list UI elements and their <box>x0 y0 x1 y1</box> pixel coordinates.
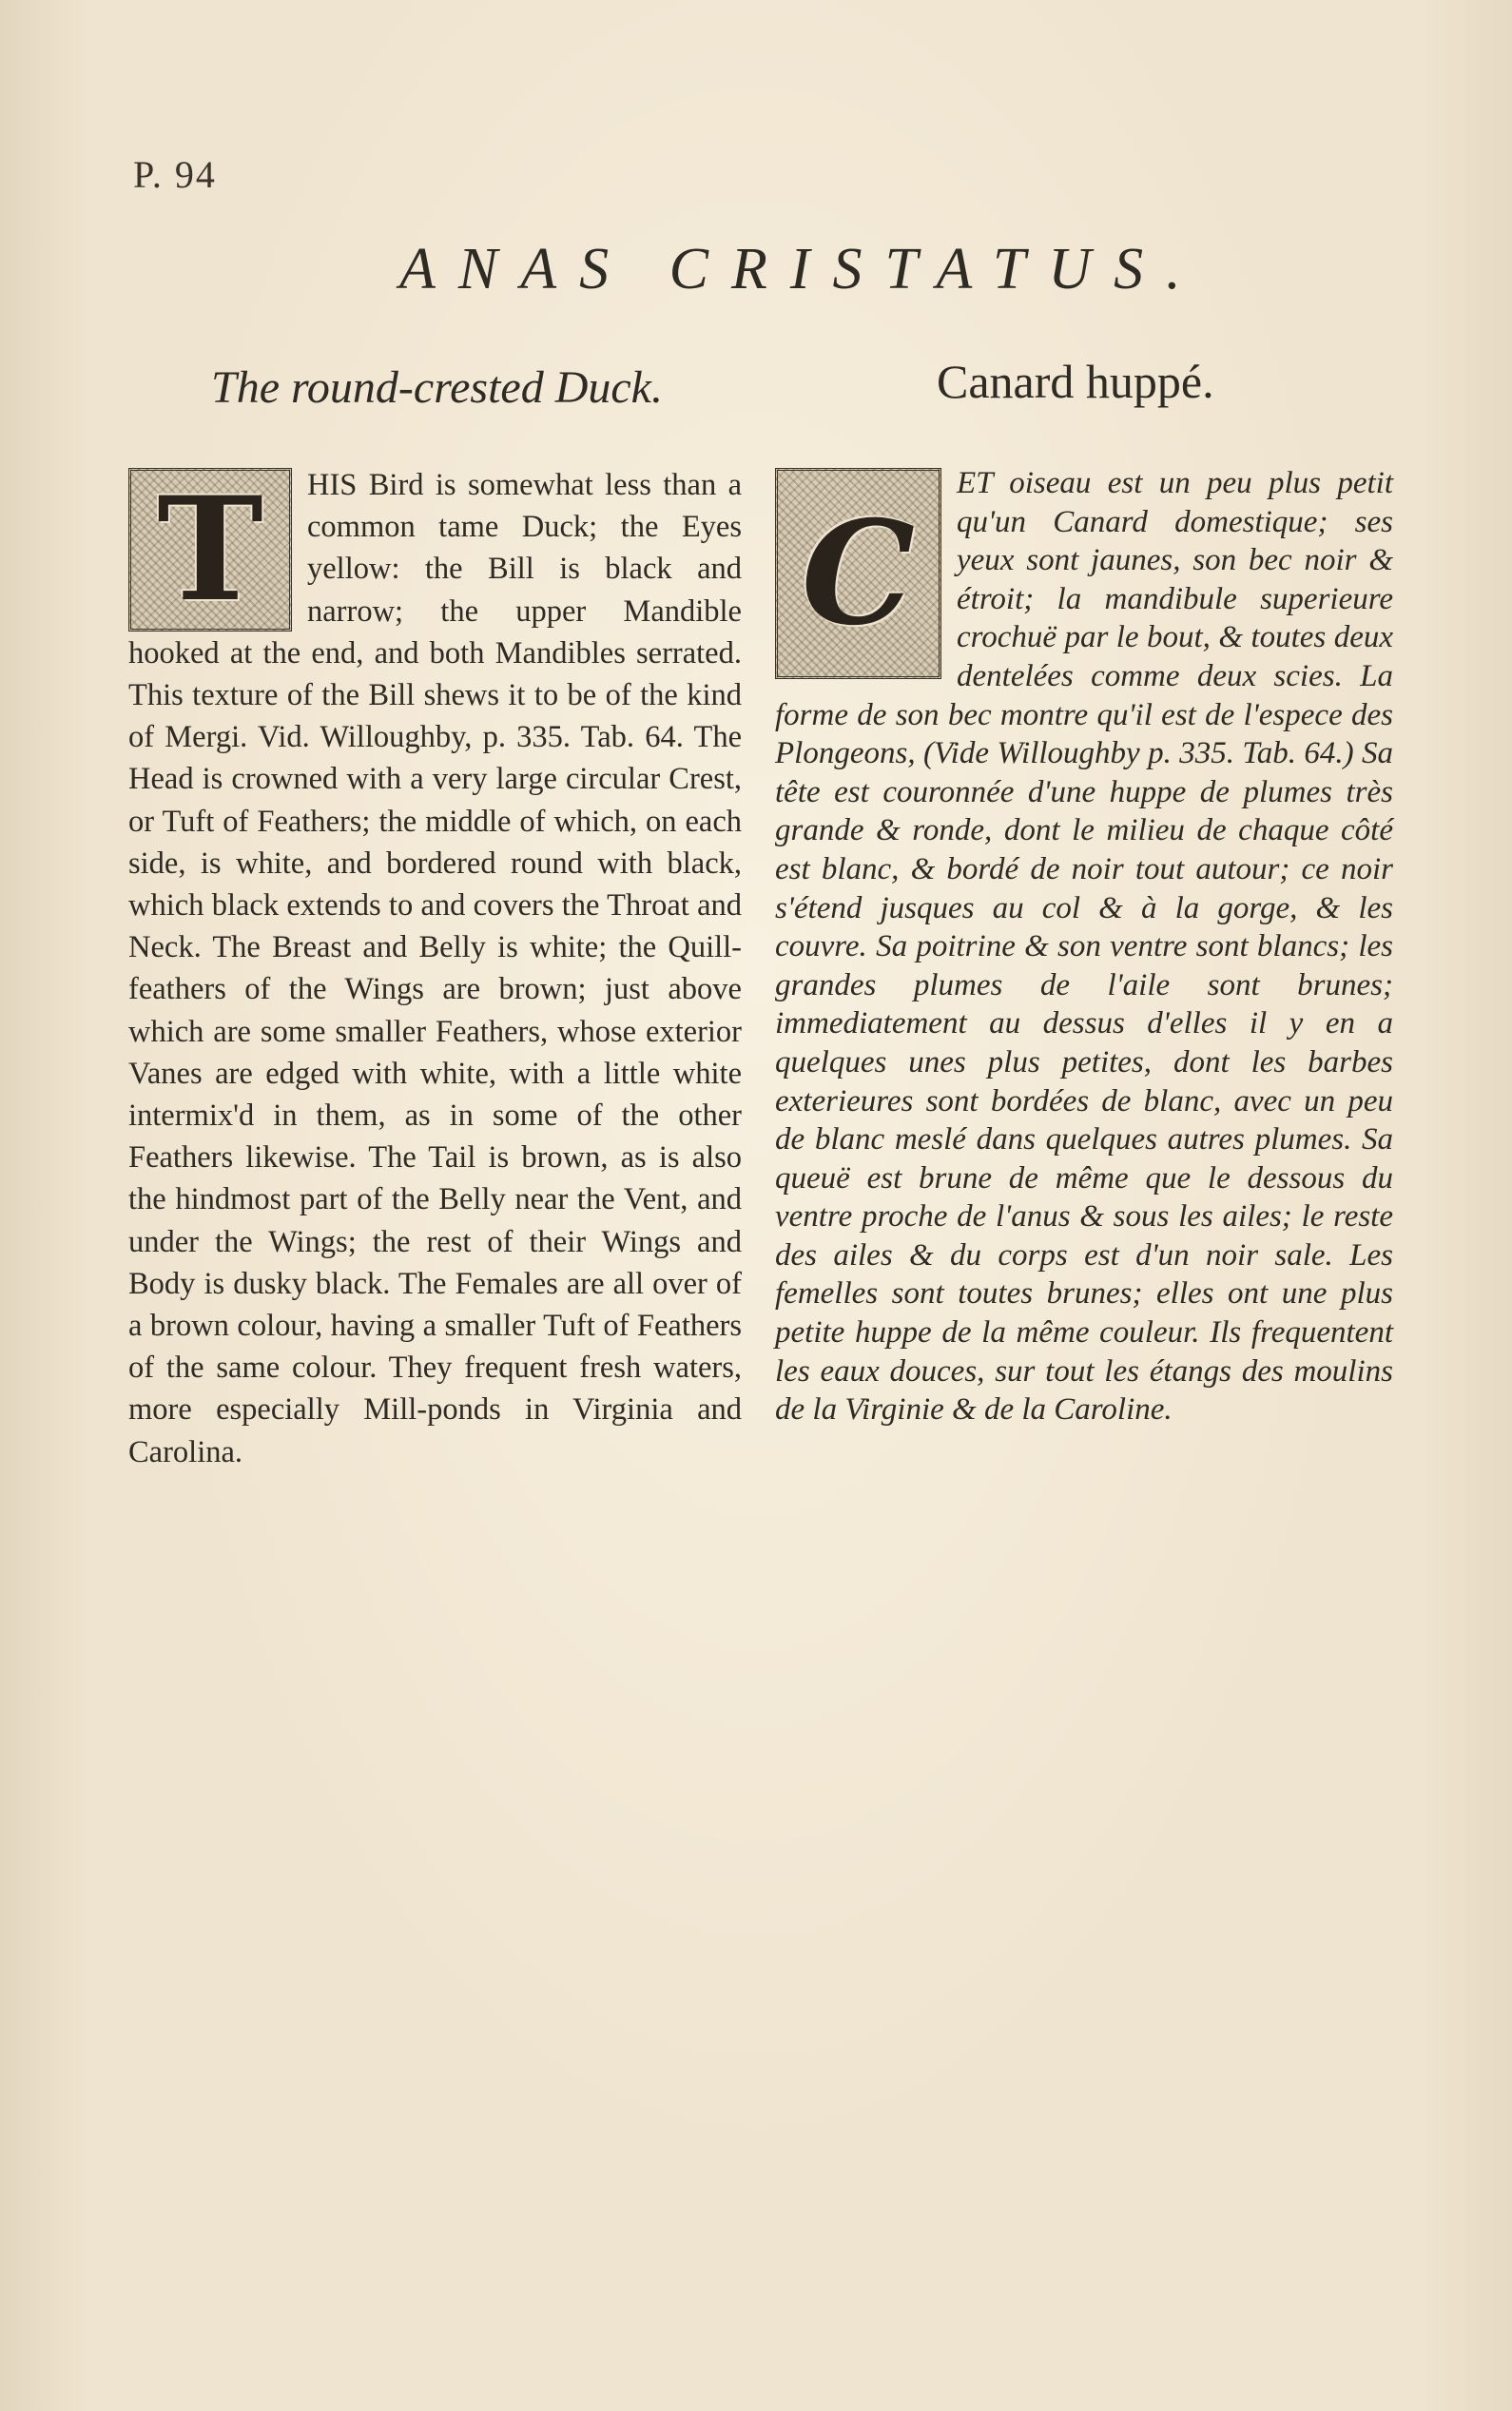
main-title: ANAS CRISTATUS. <box>399 237 1204 301</box>
english-column <box>128 464 742 1473</box>
drop-cap-letter: C <box>801 490 916 657</box>
french-body-text: ET oiseau est un peu plus petit qu'un Canard domestique; ses yeux sont jaunes, son bec noir & étroit; la mandibule superieure crochuë par le bout, & toutes deux dentelées comme deux scies. La forme de son bec montre qu'il est de l'espece des Plongeons, (Vide Willoughby p. 335. Tab. 64.) Sa tête est couronnée d'une huppe de plumes très grande & ronde, dont le milieu de chaque côté est blanc, & bordé de noir tout autour; ce noir s'étend jusques au col & à la gorge, & les couvre. Sa poitrine & son ventre sont blancs; les grandes plumes de l'aile sont brunes; immediatement au dessus d'elles il y en a quelques unes plus petites, dont les barbes exterieures sont bordées de blanc, avec un peu de blanc meslé dans quelques autres plumes. Sa queuë est brune de même que le dessous du ventre proche de l'anus & sous les ailes; le reste des ailes & du corps est d'un noir sale. Les femelles sont toutes brunes; elles ont une plus petite huppe de la même couleur. Ils frequentent les eaux douces, sur tout les étangs des moulins de la Virginie & de la Caroline. <box>775 466 1393 1428</box>
drop-cap-french <box>775 468 941 679</box>
french-column <box>775 464 1393 1429</box>
english-body-text: HIS Bird is somewhat less than a common tame Duck; the Eyes yellow: the Bill is black and narrow; the upper Mandible hooked at the end, and both Mandibles serrated. This texture of the Bill shews it to be of the kind of Mergi. Vid. Willoughby, p. 335. Tab. 64. The Head is crowned with a very large circular Crest, or Tuft of Feathers; the middle of which, on each side, is white, and bordered round with black, which black extends to and covers the Throat and Neck. The Breast and Belly is white; the Quill-feathers of the Wings are brown; just above which are some smaller Feathers, whose exterior Vanes are edged with white, with a little white intermix'd in them, as in some of the other Feathers likewise. The Tail is brown, as is also the hindmost part of the Belly near the Vent, and under the Wings; the rest of their Wings and Body is dusky black. The Females are all over of a brown colour, having a smaller Tuft of Feathers of the same colour. They frequent fresh waters, more especially Mill-ponds in Virginia and Carolina. <box>128 468 742 1469</box>
subtitle-french: Canard huppé. <box>937 355 1214 408</box>
drop-cap-letter: T <box>157 466 263 633</box>
subtitle-english: The round-crested Duck. <box>211 362 663 413</box>
drop-cap-english <box>128 468 292 632</box>
page-reference: P. 94 <box>133 153 217 196</box>
